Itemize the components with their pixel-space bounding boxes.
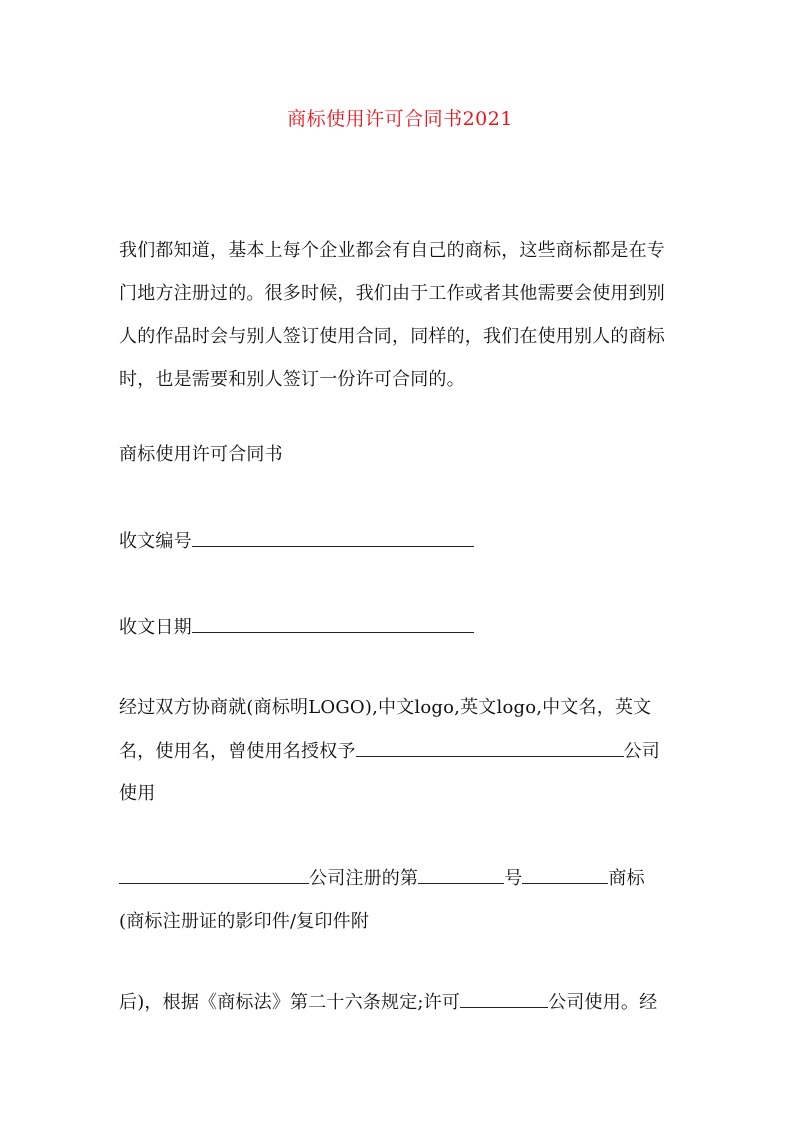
- clause3-suffix: 公司使用。经: [548, 992, 658, 1013]
- receipt-date-label: 收文日期: [119, 617, 192, 638]
- intro-line-1: 我们都知道，基本上每个企业都会有自己的商标，这些商标都是在专: [119, 240, 665, 261]
- intro-line-2: 门地方注册过的。很多时候，我们由于工作或者其他需要会使用到别: [119, 283, 665, 304]
- intro-paragraph: [119, 229, 687, 401]
- contract-subtitle: 商标使用许可合同书: [119, 444, 283, 465]
- intro-line-3: 人的作品时会与别人签订使用合同，同样的，我们在使用别人的商标: [119, 326, 665, 347]
- clause3-line1: [119, 988, 657, 1014]
- clause2-part3: 商标: [608, 868, 645, 889]
- licensed-company-blank: [460, 989, 548, 1008]
- receipt-date-blank: [192, 614, 474, 633]
- clause2-part2: 号: [504, 868, 523, 889]
- clause1-line2-suffix: 公司: [623, 741, 661, 762]
- receipt-number-label: 收文编号: [119, 531, 192, 552]
- registrant-company-blank: [119, 865, 309, 884]
- clause3-prefix: 后)，根据《商标法》第二十六条规定;许可: [119, 992, 461, 1013]
- clause1-line3: 使用: [119, 783, 156, 804]
- receipt-date-row: [119, 613, 474, 639]
- receipt-number-row: [119, 527, 474, 553]
- document-title: 商标使用许可合同书2021: [287, 108, 513, 130]
- clause1-line2-prefix: 名，使用名，曾使用名授权予: [119, 741, 356, 762]
- registration-number-blank: [418, 865, 504, 884]
- licensee-company-blank: [356, 738, 624, 757]
- intro-line-4: 时，也是需要和别人签订一份许可合同的。: [119, 369, 465, 390]
- clause2-part1: 公司注册的第: [309, 868, 419, 889]
- clause2-line1: [119, 864, 645, 890]
- clause1-line2: [119, 737, 660, 763]
- clause1-line1: 经过双方协商就(商标明LOGO),中文logo,英文logo,中文名，英文: [119, 697, 652, 718]
- receipt-number-blank: [192, 528, 474, 547]
- trademark-name-blank: [522, 865, 608, 884]
- clause2-line2: (商标注册证的影印件/复印件附: [119, 911, 370, 932]
